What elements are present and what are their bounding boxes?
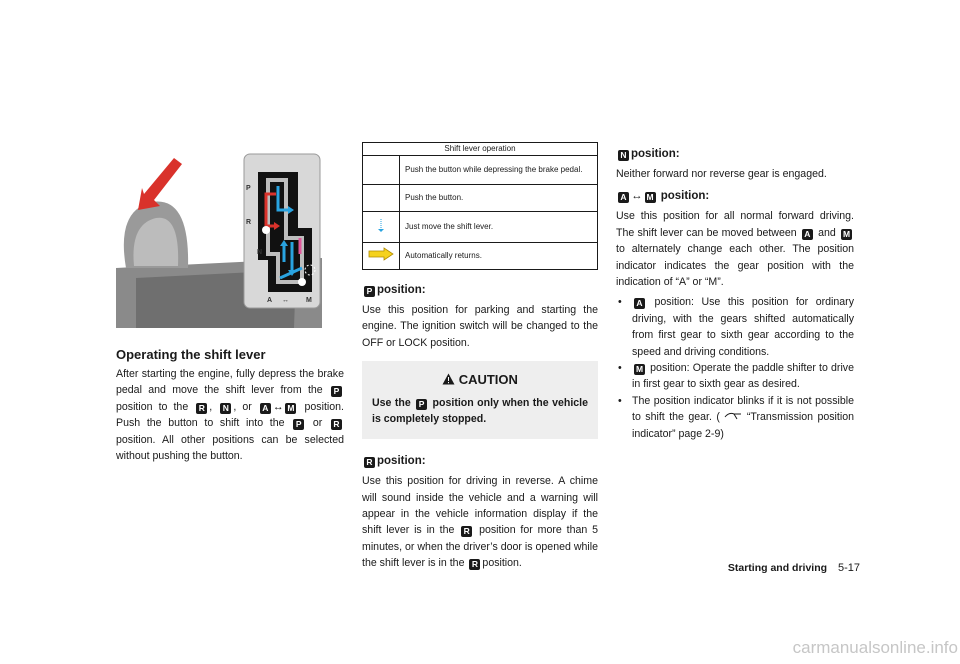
blank-icon xyxy=(363,185,400,212)
am-bullet-list xyxy=(616,294,854,442)
m-badge: M xyxy=(287,402,295,413)
section-heading: Operating the shift lever xyxy=(116,347,266,362)
p-badge: P xyxy=(364,286,375,297)
n-position-text: Neither forward nor reverse gear is engaged. xyxy=(616,168,827,180)
n-position-heading: N position: xyxy=(616,146,854,162)
right-column xyxy=(616,146,854,442)
operating-paragraph: After starting the engine, fully depress the brake pedal and move the shift lever from the P position to the R , N , or A ↔ M position. Push the button to shift into the P or R position. All other positions can be selected without pushing the button. xyxy=(116,368,344,463)
warning-icon xyxy=(442,372,459,387)
list-item: • The position indicator blinks if it is not possible to shift the gear. ( “Transmission position indicator” page 2-9) xyxy=(616,393,854,442)
caution-heading: CAUTION xyxy=(372,371,588,389)
r-position-heading: R position: xyxy=(362,453,598,469)
table-row: Push the button. xyxy=(363,185,598,212)
m-badge: M xyxy=(635,364,644,375)
table-row: Push the button while depressing the brake pedal. xyxy=(363,156,598,185)
thin-arrow-icon xyxy=(363,212,400,243)
watermark: carmanualsonline.info xyxy=(792,638,958,657)
caution-box xyxy=(362,361,598,439)
table-row: Automatically returns. xyxy=(363,243,598,270)
am-position-heading: A ↔ M position: xyxy=(616,188,854,204)
p-position-heading: P position: xyxy=(362,282,598,298)
n-badge: N xyxy=(618,150,629,161)
table-row: Just move the shift lever. xyxy=(363,212,598,243)
n-badge: N xyxy=(220,403,231,414)
am-position-text: Use this position for all normal forward driving. The shift lever can be moved between A and M to alternately change each other. The position indicator indicates the gear position with the indication of “A” or “M”. xyxy=(616,210,854,289)
r-badge: R xyxy=(196,403,207,414)
label-m: M xyxy=(306,297,312,304)
r-badge: R xyxy=(461,526,472,537)
list-item: • A position: Use this position for ordinary driving, with the gears shifted automatically from first gear to sixth gear according to the speed and driving conditions. xyxy=(616,294,854,360)
blank-icon xyxy=(363,156,400,185)
label-p: P xyxy=(246,185,251,192)
label-r: R xyxy=(246,219,252,226)
p-badge: P xyxy=(416,399,427,410)
a-badge: A xyxy=(618,192,629,203)
r-position-text: Use this position for driving in reverse. A chime will sound inside the vehicle and a warning will appear in the vehicle information display if the shift lever is in the R position for more than 5 minutes, or when the driver’s door is opened while the shift lever is in the R position. xyxy=(362,475,598,570)
middle-column xyxy=(362,142,598,572)
a-badge: A xyxy=(802,229,813,240)
yellow-arrow-icon xyxy=(363,243,400,270)
shift-operation-table xyxy=(362,142,598,270)
a-badge: A xyxy=(634,298,645,309)
a-badge: A xyxy=(260,403,271,414)
m-badge: M xyxy=(842,228,851,239)
page-number: 5-17 xyxy=(837,562,860,574)
shift-lever-illustration xyxy=(116,150,322,328)
p-badge: P xyxy=(293,419,304,430)
p-position-text: Use this position for parking and starting the engine. The ignition switch will be changed to the OFF or LOCK position. xyxy=(362,304,598,349)
r-badge: R xyxy=(331,419,342,430)
m-badge: M xyxy=(646,192,654,203)
r-badge: R xyxy=(469,559,480,570)
label-a: A xyxy=(267,297,273,304)
label-arrow: ↔ xyxy=(282,297,289,304)
caution-text: Use the P position only when the vehicle is completely stopped. xyxy=(372,397,588,426)
page-footer xyxy=(680,562,860,574)
operating-section xyxy=(116,346,344,464)
r-badge: R xyxy=(364,457,375,468)
table-title: Shift lever operation xyxy=(363,143,598,156)
p-badge: P xyxy=(331,386,342,397)
reference-icon xyxy=(724,411,746,423)
label-n: N xyxy=(257,249,263,256)
footer-section-title: Starting and driving xyxy=(727,562,828,574)
list-item: • M position: Operate the paddle shifter to drive in first gear to sixth gear as desired. xyxy=(616,360,854,393)
